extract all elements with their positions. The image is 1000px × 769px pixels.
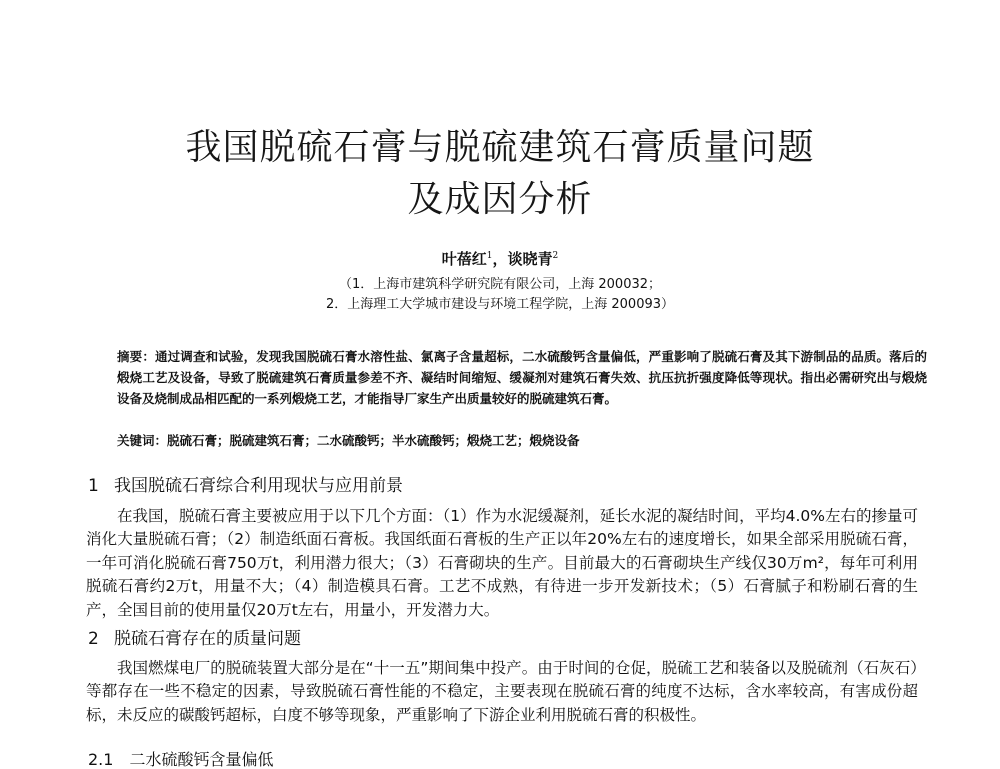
affiliation-1: （1．上海市建筑科学研究院有限公司，上海 200032； bbox=[338, 277, 662, 292]
affiliation-2: 2．上海理工大学城市建设与环境工程学院，上海 200093） bbox=[325, 297, 675, 312]
author-2: 谈晓青 bbox=[507, 250, 553, 268]
author-1: 叶蓓红 bbox=[441, 250, 487, 268]
section-2-number: 2 bbox=[88, 629, 99, 649]
section-1-number: 1 bbox=[88, 476, 99, 496]
author-1-affiliation-mark: 1 bbox=[486, 251, 493, 261]
author-separator: ， bbox=[492, 250, 508, 268]
section-1-heading bbox=[88, 478, 403, 495]
section-2-title: 脱硫石膏存在的质量问题 bbox=[114, 629, 301, 649]
title-line-2: 及成因分析 bbox=[407, 179, 593, 220]
subsection-2-1-heading: 2.1 二水硫酸钙含量偏低 bbox=[88, 750, 274, 769]
section-2-paragraph: 我国燃煤电厂的脱硫装置大部分是在“十一五”期间集中投产。由于时间的仓促，脱硫工艺和装备以及脱硫剂（石灰石）等都存在一些不稳定的因素，导致脱硫石膏性能的不稳定，主要表现在脱硫石膏的纯度不达标，含水率较高，有害成份超标，未反应的碳酸钙超标，白度不够等现象，严重影响了下游企业利用脱硫石膏的积极性。 bbox=[86, 659, 918, 724]
keywords: 关键词：脱硫石膏；脱硫建筑石膏；二水硫酸钙；半水硫酸钙；煅烧工艺；煅烧设备 bbox=[117, 433, 580, 448]
author-2-affiliation-mark: 2 bbox=[552, 251, 559, 261]
section-1-paragraph: 在我国，脱硫石膏主要被应用于以下几个方面：（1）作为水泥缓凝剂，延长水泥的凝结时间，平均4.0%左右的掺量可消化大量脱硫石膏；（2）制造纸面石膏板。我国纸面石膏板的生产正以年20%左右的速度增长，如果全部采用脱硫石膏，一年可消化脱硫石膏750万t，利用潜力很大；（3）石膏砌块的生产。目前最大的石膏砌块生产线仅30万m²，每年可利用脱硫石膏约2万t，用量不大；（4）制造模具石膏。工艺不成熟，有待进一步开发新技术；（5）石膏腻子和粉刷石膏的生产，全国目前的使用量仅20万t左右，用量小，开发潜力大。 bbox=[86, 507, 918, 619]
section-2-heading bbox=[88, 631, 301, 648]
section-1-title: 我国脱硫石膏综合利用现状与应用前景 bbox=[114, 476, 403, 496]
author-line bbox=[0, 252, 1000, 267]
title-line-1: 我国脱硫石膏与脱硫建筑石膏质量问题 bbox=[185, 127, 815, 168]
abstract: 摘要：通过调查和试验，发现我国脱硫石膏水溶性盐、氯离子含量超标，二水硫酸钙含量偏低，严重影响了脱硫石膏及其下游制品的品质。落后的煅烧工艺及设备，导致了脱硫建筑石膏质量参差不齐、凝结时间缩短、缓凝剂对建筑石膏失效、抗压抗折强度降低等现状。指出必需研究出与煅烧设备及烧制成品相匹配的一系列煅烧工艺，才能指导厂家生产出质量较好的脱硫建筑石膏。 bbox=[117, 349, 927, 406]
